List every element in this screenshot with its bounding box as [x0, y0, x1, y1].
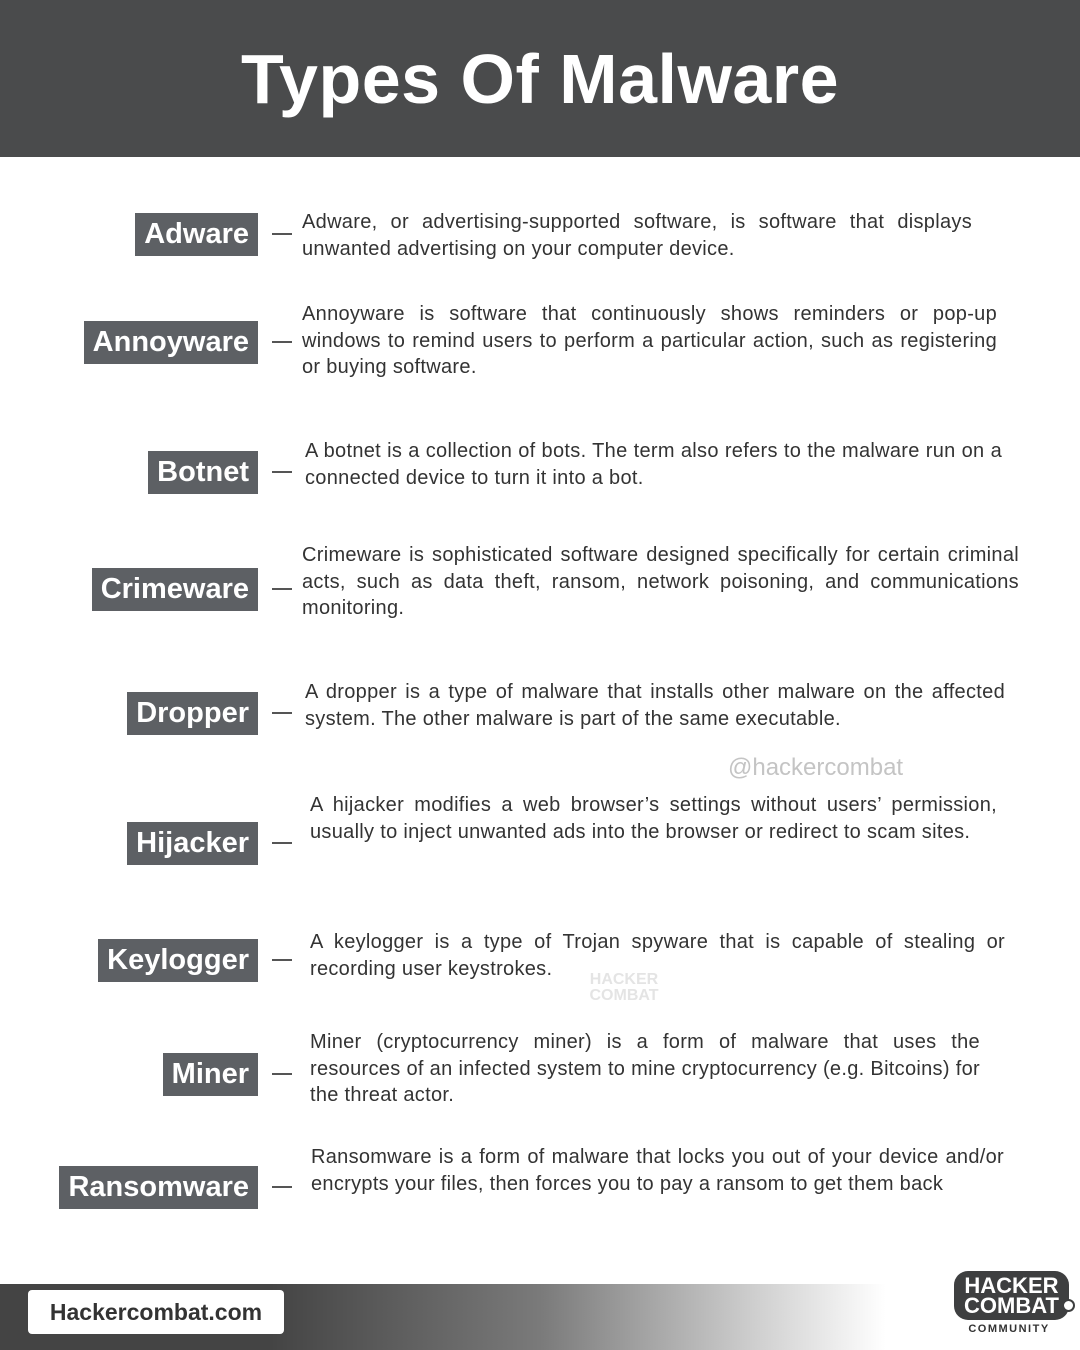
- brand-badge: [954, 1271, 1069, 1320]
- watermark-logo-line1: HACKER: [589, 971, 659, 988]
- separator-dash: [272, 588, 292, 590]
- watermark-logo-line2: COMBAT: [589, 987, 659, 1004]
- malware-description: Crimeware is sophisticated software designed specifically for certain criminal acts, such as data theft, ransom, network poisoning, and communications monitoring.: [302, 544, 1019, 619]
- separator-dash: [272, 712, 292, 714]
- separator-dash: [272, 471, 292, 473]
- brand-line1: HACKER: [964, 1273, 1059, 1298]
- malware-description: A keylogger is a type of Trojan spyware that is capable of stealing or recording user keystrokes.: [310, 931, 1005, 980]
- malware-term: Keylogger: [98, 939, 258, 982]
- malware-description: A dropper is a type of malware that installs other malware on the affected system. The other malware is part of the same executable.: [305, 681, 1005, 730]
- header-banner: [0, 0, 1080, 157]
- separator-dash: [272, 842, 292, 844]
- separator-dash: [272, 233, 292, 235]
- malware-description: A botnet is a collection of bots. The term also refers to the malware run on a connected device to turn it into a bot.: [305, 440, 1002, 489]
- separator-dash: [272, 1073, 292, 1075]
- malware-description: Adware, or advertising-supported software, is software that displays unwanted advertising on your computer device.: [302, 211, 972, 260]
- malware-term: Adware: [135, 213, 258, 256]
- malware-term: Botnet: [148, 451, 258, 494]
- separator-dash: [272, 1186, 292, 1188]
- malware-term: Hijacker: [127, 822, 258, 865]
- malware-description: Miner (cryptocurrency miner) is a form of malware that uses the resources of an infected system to mine cryptocurrency (e.g. Bitcoins) for the threat actor.: [310, 1031, 980, 1106]
- malware-term: Ransomware: [59, 1166, 258, 1209]
- malware-term: Crimeware: [92, 568, 258, 611]
- brand-subtitle: COMMUNITY: [968, 1323, 1050, 1335]
- malware-term: Miner: [163, 1053, 258, 1096]
- malware-description: Annoyware is software that continuously shows reminders or pop-up windows to remind users to perform a particular action, such as registering or buying software.: [302, 303, 997, 378]
- malware-description: Ransomware is a form of malware that locks you out of your device and/or encrypts your files, then forces you to pay a ransom to get them back: [311, 1146, 1004, 1195]
- brand-logo: [954, 1271, 1064, 1335]
- malware-description: A hijacker modifies a web browser’s settings without users’ permission, usually to inject unwanted ads into the browser or redirect to scam sites.: [310, 794, 997, 843]
- separator-dash: [272, 959, 292, 961]
- malware-term: Dropper: [127, 692, 258, 735]
- page-title: Types Of Malware: [240, 39, 839, 118]
- brand-line2: COMBAT: [964, 1293, 1059, 1318]
- footer-bar: [0, 1284, 1080, 1350]
- brand-dot-icon: [1062, 1299, 1075, 1312]
- watermark-logo: [582, 972, 666, 1004]
- separator-dash: [272, 341, 292, 343]
- watermark-handle: @hackercombat: [728, 754, 904, 781]
- website-link[interactable]: Hackercombat.com: [28, 1290, 284, 1334]
- malware-term: Annoyware: [84, 321, 258, 364]
